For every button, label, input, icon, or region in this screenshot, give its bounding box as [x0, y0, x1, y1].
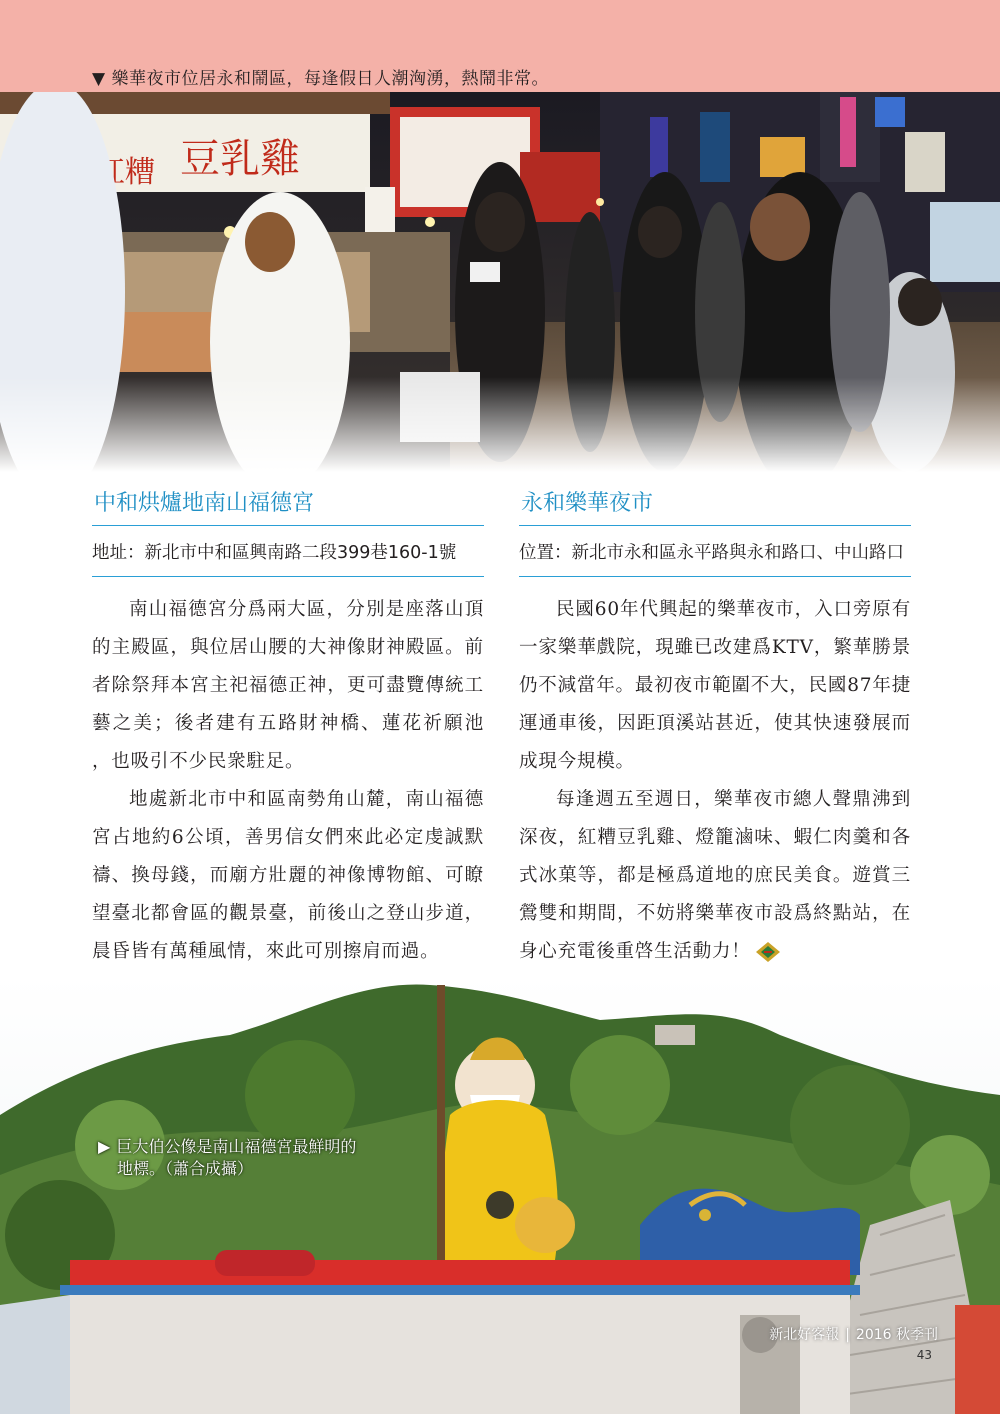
body-paragraph-text: 每逢週五至週日，樂華夜市總人聲鼎沸到深夜，紅糟豆乳雞、燈籠滷味、蝦仁肉羹和各式冰菓等，都是極爲道地的庶民美食。遊賞三鶯雙和期間，不妨將樂華夜市設爲終點站，在身心充電後重啓生活動力！: [519, 789, 911, 962]
left-column: [92, 486, 484, 971]
night-market-photo: [0, 92, 1000, 472]
top-photo-caption: ▼ 樂華夜市位居永和鬧區，每逢假日人潮洶湧，熱鬧非常。: [92, 69, 549, 89]
temple-photo-caption: [98, 1136, 356, 1180]
caption-line-1: 巨大伯公像是南山福德宮最鮮明的: [116, 1137, 357, 1156]
end-mark-icon: [755, 941, 781, 963]
issue-label: 2016 秋季刊: [855, 1327, 938, 1343]
address-block: [92, 540, 484, 577]
caption-line-2: 地標。（蕭合成攝）: [117, 1159, 254, 1178]
caption-marker-icon: ▶: [98, 1137, 111, 1156]
address-label: 地址：: [92, 543, 145, 563]
location-value: 新北市永和區永平路與永和路口、中山路口: [571, 543, 904, 563]
page-number: 43: [916, 1348, 932, 1362]
body-paragraph: 南山福德宮分爲兩大區，分別是座落山頂的主殿區，與位居山腰的大神像財神殿區。前者除祭拜本宮主祀福德正神，更可盡覽傳統工藝之美；後者建有五路財神橋、蓮花祈願池 ，也吸引不少民衆駐足。: [92, 599, 484, 772]
location-block: [519, 540, 911, 577]
section-title-nanshan-temple: 中和烘爐地南山福德宮: [92, 486, 484, 526]
right-column: [519, 486, 911, 971]
magazine-name: 新北好客報: [769, 1327, 840, 1343]
location-label: 位置：: [519, 543, 572, 563]
section-title-lehua-night-market: 永和樂華夜市: [519, 486, 911, 526]
body-paragraph-last: [519, 781, 911, 971]
temple-photo: [0, 975, 1000, 1414]
footer: 新北好客報 | 2016 秋季刊: [769, 1327, 938, 1343]
body-paragraph: 民國60年代興起的樂華夜市，入口旁原有一家樂華戲院，現雖已改建爲KTV，繁華勝景仍不減當年。最初夜市範圍不大，民國87年捷運通車後，因距頂溪站甚近，使其快速發展而成現今規模。: [519, 599, 911, 772]
body-paragraph: 地處新北市中和區南勢角山麓，南山福德宮占地約6公頃，善男信女們來此必定虔誠默禱、換母錢，而廟方壯麗的神像博物館、可瞭望臺北都會區的觀景臺，前後山之登山步道，晨昏皆有萬種風情，來此可別擦肩而過。: [92, 789, 484, 962]
address-value: 新北市中和區興南路二段399巷160-1號: [144, 543, 457, 563]
